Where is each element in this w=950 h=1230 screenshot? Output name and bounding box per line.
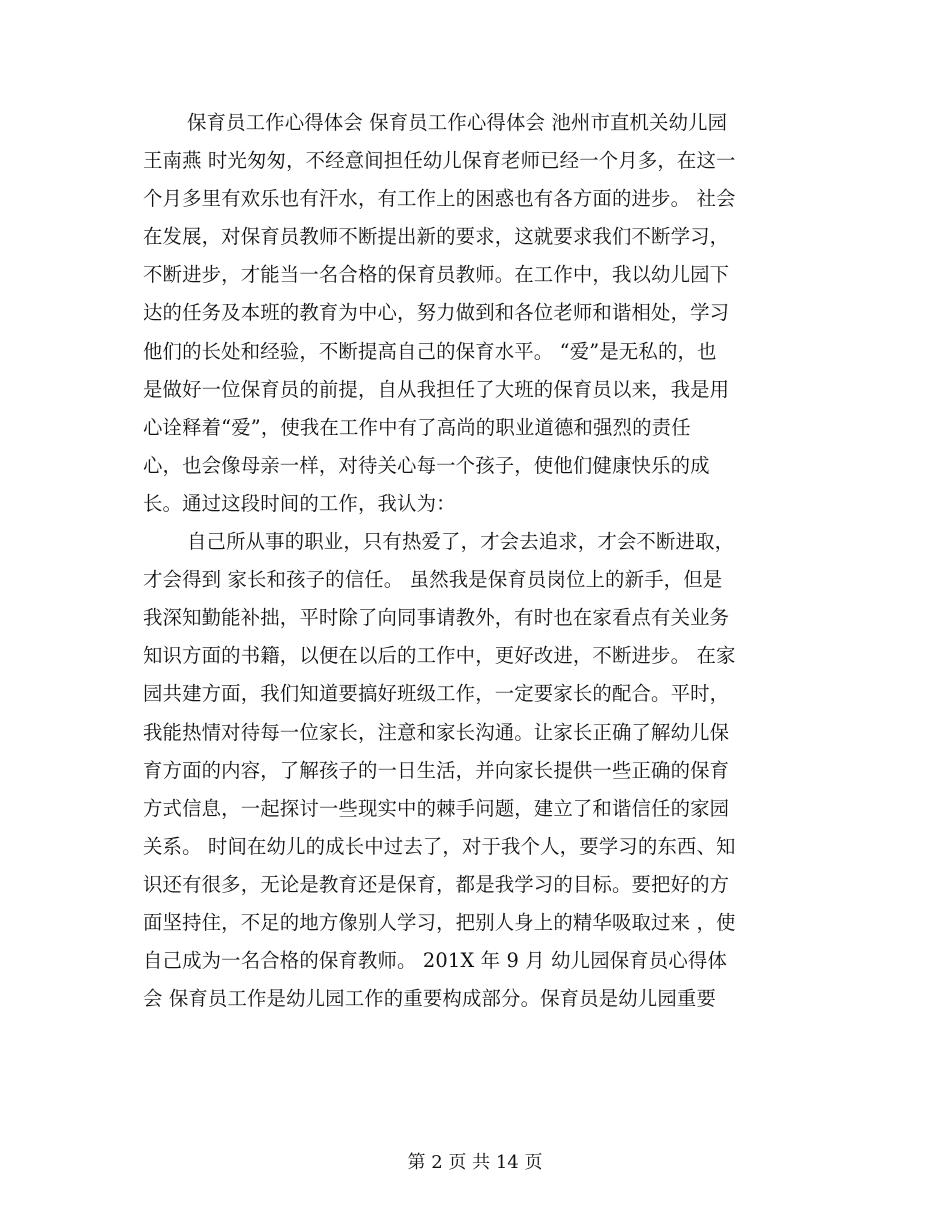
text-line: 育方面的内容，了解孩子的一日生活，并向家长提供一些正确的保育 bbox=[143, 758, 730, 782]
text-line: 心诠释着“爱”，使我在工作中有了高尚的职业道德和强烈的责任 bbox=[143, 415, 691, 439]
paragraph bbox=[143, 523, 815, 1018]
text-line: 个月多里有欢乐也有汗水，有工作上的困惑也有各方面的进步。 社会 bbox=[143, 187, 736, 211]
text-line: 长。通过这段时间的工作，我认为： bbox=[143, 491, 456, 515]
page-footer: 第 2 页 共 14 页 bbox=[407, 1152, 543, 1173]
paragraph bbox=[143, 104, 815, 523]
text-line: 会 保育员工作是幼儿园工作的重要构成部分。保育员是幼儿园重要 bbox=[143, 987, 716, 1011]
text-line: 保育员工作心得体会 保育员工作心得体会 池州市直机关幼儿园 bbox=[187, 111, 728, 134]
text-line: 识还有很多，无论是教育还是保育，都是我学习的目标。要把好的方 bbox=[143, 872, 730, 896]
text-line: 达的任务及本班的教育为中心，努力做到和各位老师和谐相处，学习 bbox=[143, 301, 730, 325]
text-line: 才会得到 家长和孩子的信任。 虽然我是保育员岗位上的新手，但是 bbox=[143, 568, 723, 592]
text-line: 我深知勤能补拙，平时除了向同事请教外，有时也在家看点有关业务 bbox=[143, 606, 730, 630]
text-line: 园共建方面，我们知道要搞好班级工作，一定要家长的配合。平时， bbox=[143, 682, 730, 706]
text-line: 他们的长处和经验，不断提高自己的保育水平。 “爱”是无私的，也 bbox=[143, 339, 717, 363]
text-line: 自己所从事的职业，只有热爱了，才会去追求，才会不断进取， bbox=[187, 530, 735, 554]
text-line: 知识方面的书籍，以便在以后的工作中，更好改进，不断进步。 在家 bbox=[143, 644, 736, 668]
text-line: 关系。 时间在幼儿的成长中过去了，对于我个人，要学习的东西、知 bbox=[143, 834, 736, 858]
document-body bbox=[143, 104, 815, 1018]
text-line: 不断进步，才能当一名合格的保育员教师。在工作中，我以幼儿园下 bbox=[143, 263, 730, 287]
text-line: 心，也会像母亲一样，对待关心每一个孩子，使他们健康快乐的成 bbox=[143, 453, 710, 477]
text-line: 王南燕 时光匆匆，不经意间担任幼儿保育老师已经一个月多，在这一 bbox=[143, 149, 736, 173]
text-line: 在发展，对保育员教师不断提出新的要求，这就要求我们不断学习， bbox=[143, 225, 730, 249]
text-line: 是做好一位保育员的前提，自从我担任了大班的保育员以来，我是用 bbox=[143, 377, 730, 401]
text-line: 我能热情对待每一位家长，注意和家长沟通。让家长正确了解幼儿保 bbox=[143, 720, 730, 744]
text-line: 面坚持住，不足的地方像别人学习，把别人身上的精华吸取过来 ，使 bbox=[143, 910, 736, 934]
text-line: 自己成为一名合格的保育教师。 201X 年 9 月 幼儿园保育员心得体 bbox=[143, 949, 727, 973]
text-line: 方式信息，一起探讨一些现实中的棘手问题，建立了和谐信任的家园 bbox=[143, 796, 730, 820]
